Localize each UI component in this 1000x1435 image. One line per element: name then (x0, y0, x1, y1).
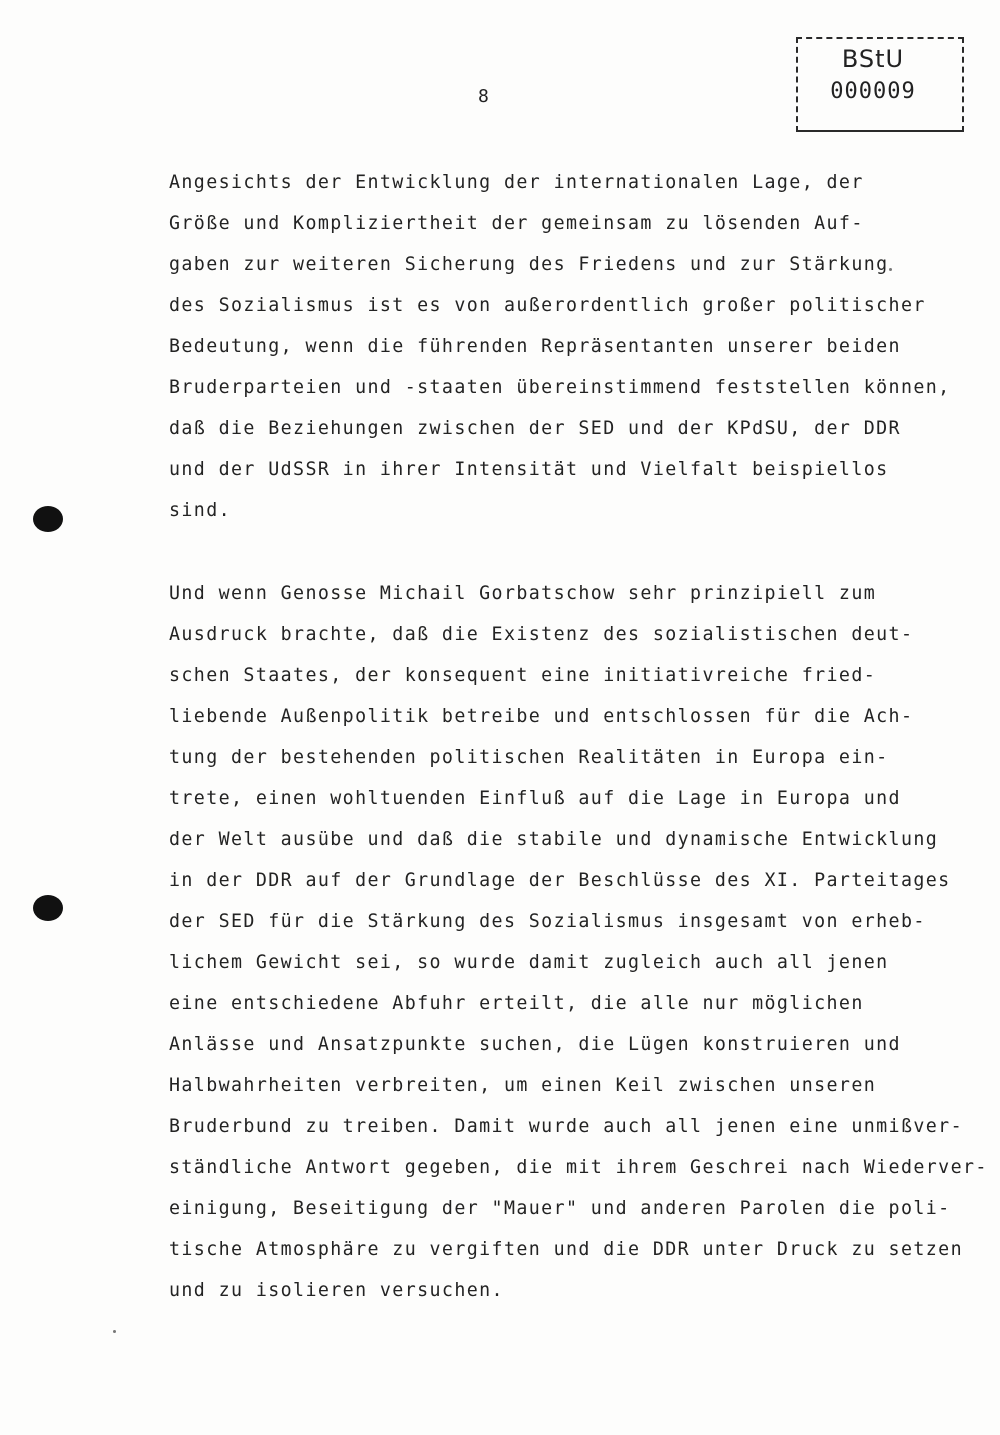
text-line: sind. (169, 500, 232, 521)
stamp-number: 000009 (830, 79, 916, 104)
text-line: Ausdruck brachte, daß die Existenz des sozialistischen deut- (169, 624, 914, 645)
punch-hole (33, 895, 63, 921)
text-line: und der UdSSR in ihrer Intensität und Vielfalt beispiellos (169, 459, 889, 480)
text-line: Bedeutung, wenn die führenden Repräsentanten unserer beiden (169, 336, 901, 357)
archive-stamp (796, 37, 964, 132)
text-line: der SED für die Stärkung des Sozialismus insgesamt von erheb- (169, 911, 926, 932)
text-line: tung der bestehenden politischen Realitäten in Europa ein- (169, 747, 889, 768)
text-line: Größe und Kompliziertheit der gemeinsam zu lösenden Auf- (169, 213, 864, 234)
text-line: eine entschiedene Abfuhr erteilt, die alle nur möglichen (169, 993, 864, 1014)
text-line: ständliche Antwort gegeben, die mit ihrem Geschrei nach Wiederver- (169, 1157, 988, 1178)
text-line: Angesichts der Entwicklung der internationalen Lage, der (169, 172, 864, 193)
text-line: Bruderparteien und -staaten übereinstimmend feststellen können, (169, 377, 951, 398)
text-line: in der DDR auf der Grundlage der Beschlüsse des XI. Parteitages (169, 870, 951, 891)
stamp-title: BStU (841, 45, 905, 73)
text-line: Anlässe und Ansatzpunkte suchen, die Lügen konstruieren und (169, 1034, 901, 1055)
paragraph-1 (169, 162, 969, 531)
text-line: lichem Gewicht sei, so wurde damit zugleich auch all jenen (169, 952, 889, 973)
punch-hole (33, 506, 63, 532)
text-line: Und wenn Genosse Michail Gorbatschow sehr prinzipiell zum (169, 583, 877, 604)
text-line: Halbwahrheiten verbreiten, um einen Keil zwischen unseren (169, 1075, 877, 1096)
text-line: liebende Außenpolitik betreibe und entschlossen für die Ach- (169, 706, 914, 727)
paper-speck (113, 1330, 116, 1333)
page-number: 8 (478, 86, 489, 107)
text-line: Bruderbund zu treiben. Damit wurde auch all jenen eine unmißver- (169, 1116, 963, 1137)
text-line: einigung, Beseitigung der "Mauer" und anderen Parolen die poli- (169, 1198, 951, 1219)
text-line: daß die Beziehungen zwischen der SED und der KPdSU, der DDR (169, 418, 901, 439)
text-line: trete, einen wohltuenden Einfluß auf die Lage in Europa und (169, 788, 901, 809)
paragraph-2 (169, 573, 988, 1311)
text-line: tische Atmosphäre zu vergiften und die DDR unter Druck zu setzen (169, 1239, 963, 1260)
text-line: des Sozialismus ist es von außerordentlich großer politischer (169, 295, 926, 316)
text-line: der Welt ausübe und daß die stabile und dynamische Entwicklung (169, 829, 939, 850)
text-line: und zu isolieren versuchen. (169, 1280, 504, 1301)
text-line: schen Staates, der konsequent eine initiativreiche fried- (169, 665, 877, 686)
text-line: gaben zur weiteren Sicherung des Friedens und zur Stärkung (169, 254, 889, 275)
